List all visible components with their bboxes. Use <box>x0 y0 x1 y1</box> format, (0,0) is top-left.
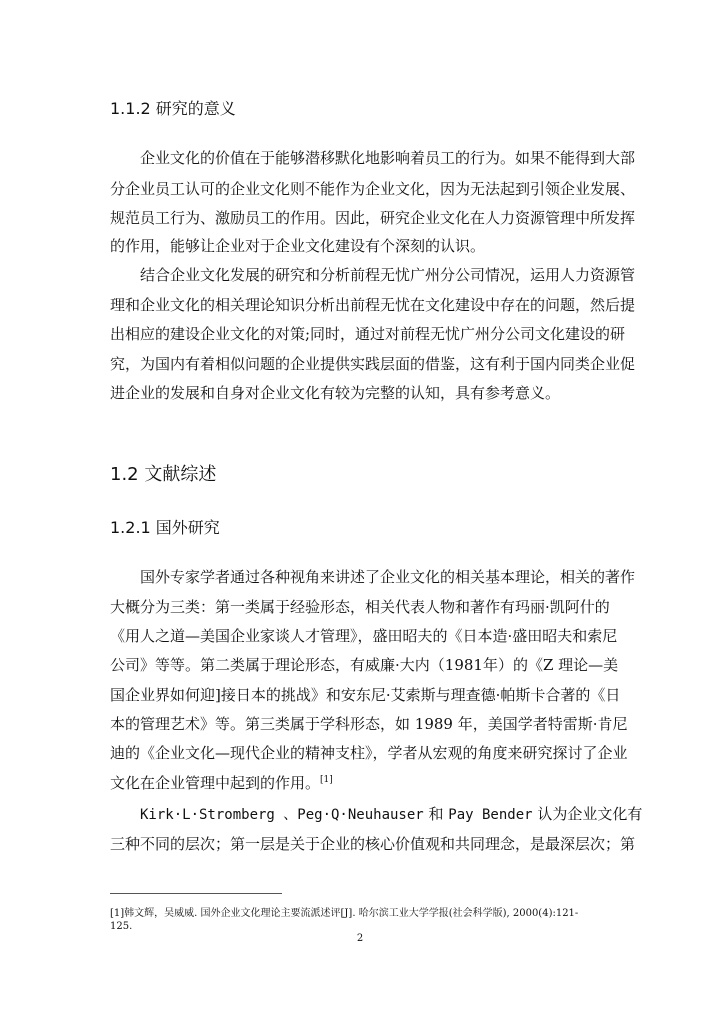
section-heading-1-2: 1.2 文献综述 <box>110 464 217 485</box>
text-line-authors <box>140 804 642 825</box>
text-line: 国企业界如何迎]接日本的挑战》和安东尼·艾索斯与理查德·帕斯卡合著的《日 <box>110 686 621 704</box>
footnote-line: [1]韩文辉，吴威威. 国外企业文化理论主要流派述评[J]. 哈尔滨工业大学学报(社会科学版), 2000(4):121- <box>110 908 579 919</box>
text-line: 理和企业文化的相关理论知识分析出前程无忧在文化建设中存在的问题，然后提 <box>110 296 636 314</box>
page-number: 2 <box>356 933 364 944</box>
text-line: 本的管理艺术》等。第三类属于学科形态，如 1989 年，美国学者特雷斯·肯尼 <box>110 715 628 733</box>
footnote-divider <box>110 893 282 894</box>
text-line: 究，为国内有着相似问题的企业提供实践层面的借鉴，这有利于国内同类企业促 <box>110 355 636 373</box>
text-line: 规范员工行为、激励员工的作用。因此，研究企业文化在人力资源管理中所发挥 <box>110 209 636 227</box>
text-line: 国外专家学者通过各种视角来讲述了企业文化的相关基本理论，相关的著作 <box>140 568 636 586</box>
text-line: 企业文化的价值在于能够潜移默化地影响着员工的行为。如果不能得到大部 <box>140 149 636 167</box>
footnote-line: 125. <box>110 921 133 932</box>
text-line: 结合企业文化发展的研究和分析前程无忧广州分公司情况，运用人力资源管 <box>140 266 636 284</box>
text-line: 大概分为三类：第一类属于经验形态，相关代表人物和著作有玛丽·凯阿什的 <box>110 598 610 616</box>
citation-mark: [1] <box>320 775 333 785</box>
connector-text: 和 <box>423 805 449 823</box>
section-heading-1-1-2: 1.1.2 研究的意义 <box>110 99 236 118</box>
text-line: 认为企业文化有 <box>532 805 643 823</box>
text-line: 迪的《企业文化—现代企业的精神支柱》，学者从宏观的角度来研究探讨了企业 <box>110 744 628 762</box>
text-line: 文化在企业管理中起到的作用。 <box>110 774 321 792</box>
text-line: 三种不同的层次；第一层是关于企业的核心价值观和共同理念，是最深层次；第 <box>110 835 636 853</box>
author-names: Kirk·L·Stromberg 、Peg·Q·Neuhauser <box>140 807 424 823</box>
text-line: 出相应的建设企业文化的对策;同时，通过对前程无忧广州分公司文化建设的研 <box>110 325 626 343</box>
text-line: 进企业的发展和自身对企业文化有较为完整的认知，具有参考意义。 <box>110 384 561 402</box>
text-line: 的作用，能够让企业对于企业文化建设有个深刻的认识。 <box>110 237 486 255</box>
text-line: 《用人之道—美国企业家谈人才管理》，盛田昭夫的《日本造·盛田昭夫和索尼 <box>110 627 618 645</box>
text-line: 公司》等等。第二类属于理论形态，有威廉·大内（1981年）的《Z 理论—美 <box>110 656 619 674</box>
text-line-with-citation <box>110 773 333 793</box>
text-line: 分企业员工认可的企业文化则不能作为企业文化，因为无法起到引领企业发展、 <box>110 180 636 198</box>
author-name: Pay Bender <box>448 807 533 823</box>
section-heading-1-2-1: 1.2.1 国外研究 <box>110 518 220 537</box>
